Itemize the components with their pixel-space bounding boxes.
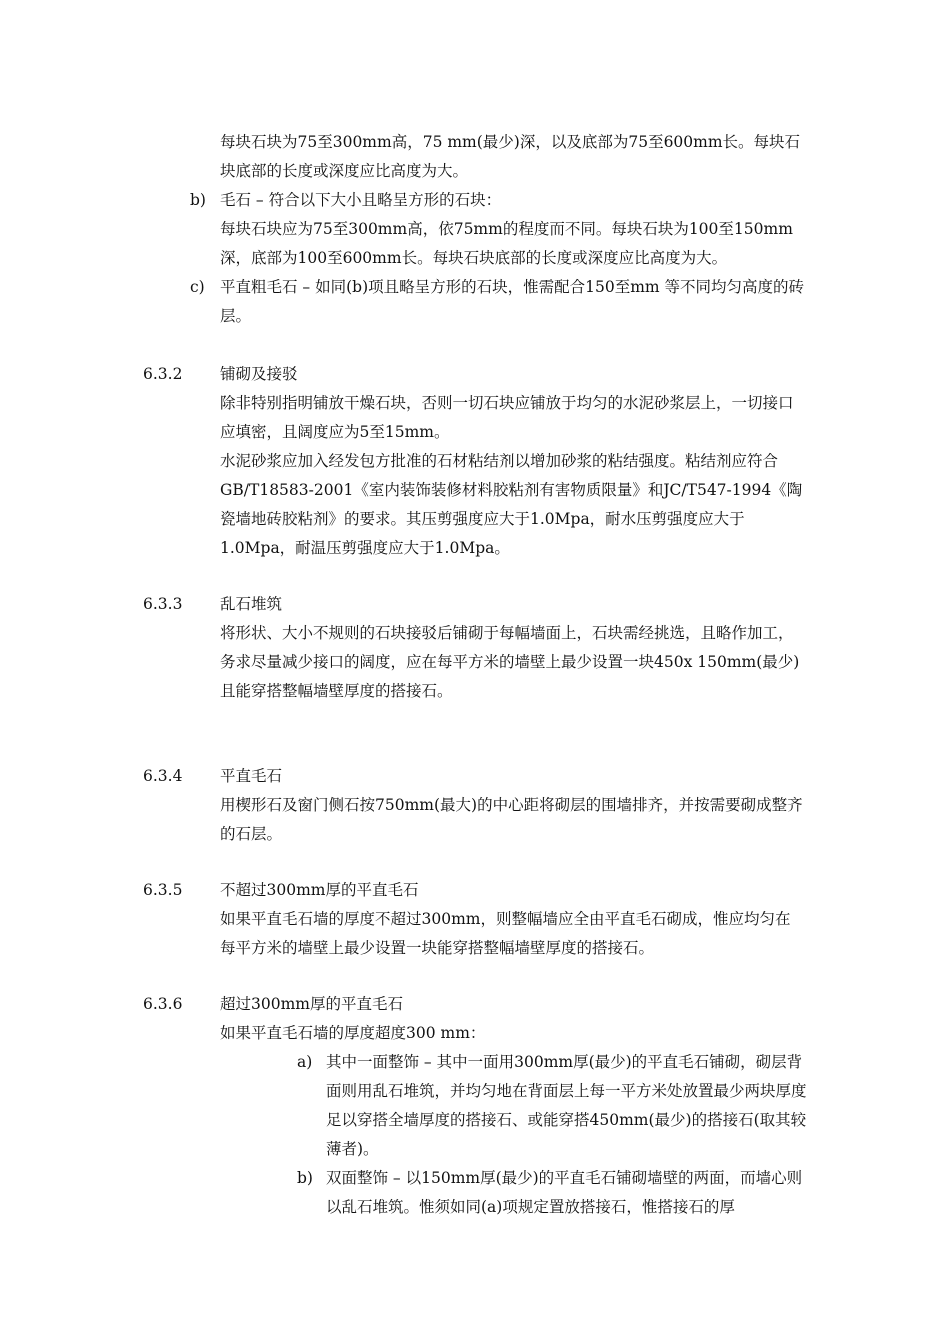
sub-item-a <box>297 1048 805 1164</box>
section-number: 6.3.4 <box>143 767 183 785</box>
list-marker: b) <box>190 191 206 209</box>
intro-paragraph: 每块石块为75至300mm高，75 mm(最少)深，以及底部为75至600mm长。每块石块底部的长度或深度应比高度为大。 <box>220 133 801 180</box>
list-item-text: 平直粗毛石 – 如同(b)项且略呈方形的石块，惟需配合150至mm 等不同均匀高度的砖层。 <box>220 278 805 325</box>
section-6-3-4 <box>143 762 808 849</box>
section-number: 6.3.6 <box>143 995 183 1013</box>
section-6-3-6 <box>143 990 808 1222</box>
list-marker: a) <box>297 1053 313 1071</box>
sub-item-text: 其中一面整饰 – 其中一面用300mm厚(最少)的平直毛石铺砌，砌层背面则用乱石堆筑，并均匀地在背面层上每一平方米处放置最少两块厚度足以穿搭全墙厚度的搭接石、或能穿搭450mm(最少)的搭接石(取其较薄者)。 <box>326 1053 807 1158</box>
list-marker: c) <box>190 278 205 296</box>
section-paragraph: 水泥砂浆应加入经发包方批准的石材粘结剂以增加砂浆的粘结强度。粘结剂应符合GB/T18583-2001《室内装饰装修材料胶粘剂有害物质限量》和JC/T547-1994《陶瓷墙地砖胶粘剂》的要求。其压剪强度应大于1.0Mpa，耐水压剪强度应大于1.0Mpa，耐温压剪强度应大于1.0Mpa。 <box>220 452 803 557</box>
section-title: 铺砌及接驳 <box>220 365 298 383</box>
list-item-title: 毛石 – 符合以下大小且略呈方形的石块： <box>220 191 502 209</box>
section-number: 6.3.5 <box>143 881 183 899</box>
section-title: 平直毛石 <box>220 767 283 785</box>
section-number: 6.3.3 <box>143 595 183 613</box>
sub-item-text: 双面整饰 – 以150mm厚(最少)的平直毛石铺砌墙壁的两面，而墙心则以乱石堆筑。惟须如同(a)项规定置放搭接石，惟搭接石的厚 <box>326 1169 803 1216</box>
list-marker: b) <box>297 1169 313 1187</box>
section-paragraph: 用楔形石及窗门侧石按750mm(最大)的中心距将砌层的围墙排齐，并按需要砌成整齐的石层。 <box>220 796 803 843</box>
section-paragraph: 如果平直毛石墙的厚度不超过300mm，则整幅墙应全由平直毛石砌成，惟应均匀在每平方米的墙壁上最少设置一块能穿搭整幅墙壁厚度的搭接石。 <box>220 910 791 957</box>
section-paragraph: 务求尽量减少接口的阔度，应在每平方米的墙壁上最少设置一块450x 150mm(最少)且能穿搭整幅墙壁厚度的搭接石。 <box>220 653 800 700</box>
list-item-text: 每块石块应为75至300mm高，依75mm的程度而不同。每块石块为100至150mm深，底部为100至600mm长。每块石块底部的长度或深度应比高度为大。 <box>220 220 793 267</box>
list-item-b <box>190 186 805 273</box>
section-6-3-2 <box>143 360 808 563</box>
section-title: 乱石堆筑 <box>220 595 283 613</box>
section-paragraph: 将形状、大小不规则的石块接驳后铺砌于每幅墙面上，石块需经挑选，且略作加工， <box>220 624 794 642</box>
list-item-c <box>190 273 805 331</box>
section-6-3-5 <box>143 876 808 963</box>
section-paragraph: 如果平直毛石墙的厚度超度300 mm： <box>220 1024 486 1042</box>
section-paragraph: 除非特别指明铺放干燥石块，否则一切石块应铺放于均匀的水泥砂浆层上，一切接口应填密，且阔度应为5至15mm。 <box>220 394 794 441</box>
sub-item-b <box>297 1164 805 1222</box>
section-number: 6.3.2 <box>143 365 183 383</box>
section-title: 不超过300mm厚的平直毛石 <box>220 881 419 899</box>
section-title: 超过300mm厚的平直毛石 <box>220 995 403 1013</box>
section-6-3-3 <box>143 590 808 706</box>
